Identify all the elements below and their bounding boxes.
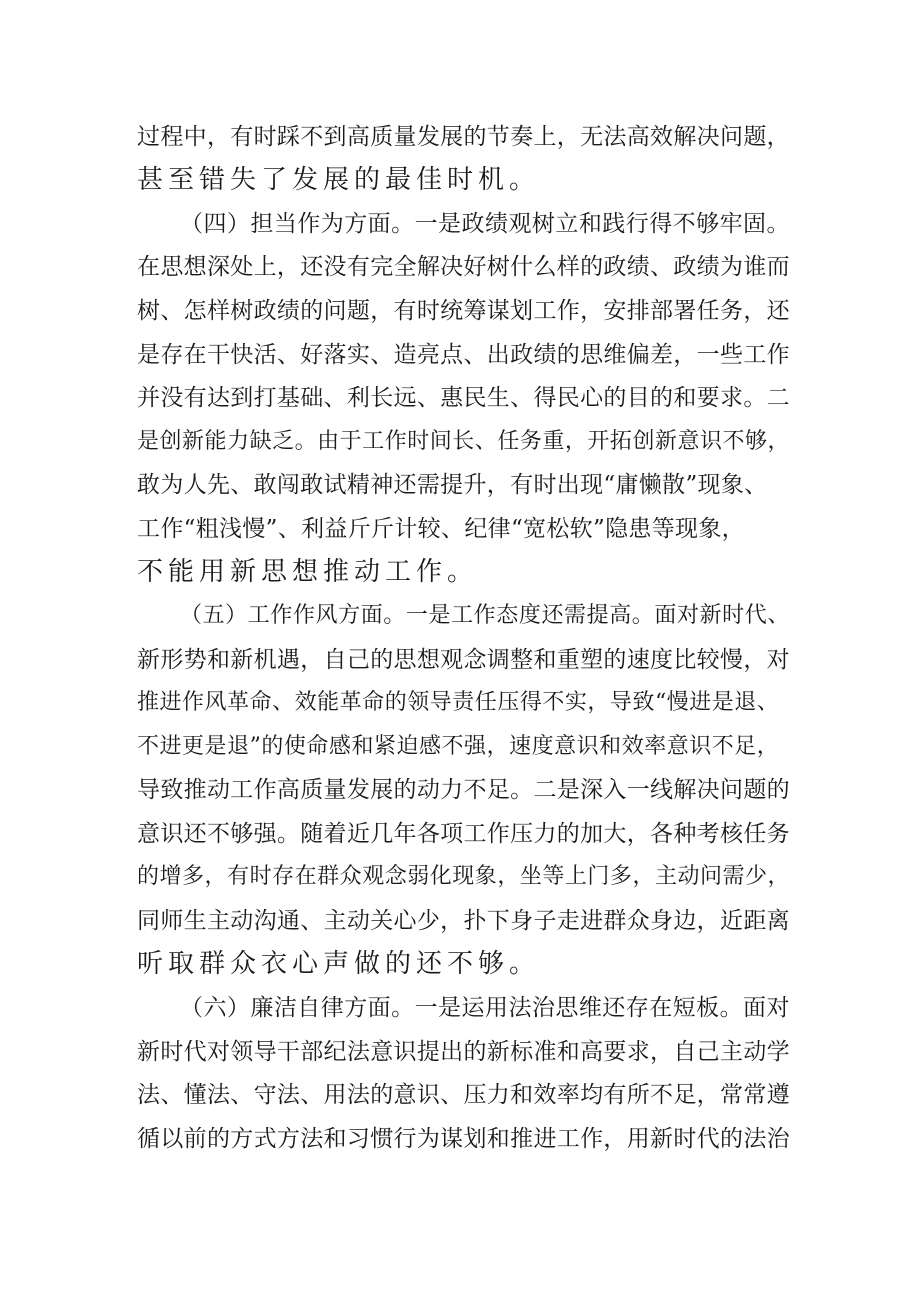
text-line: 是创新能力缺乏。由于工作时间长、任务重，开拓创新意识不够， xyxy=(137,429,791,454)
text-line: 同师生主动沟通、主动关心少，扑下身子走进群众身边，近距离 xyxy=(137,908,790,934)
text-line: 树、怎样树政绩的问题，有时统筹谋划工作，安排部署任务，还 xyxy=(137,298,790,324)
text-line: 工作“粗浅慢”、利益斤斤计较、纪律“宽松软”隐患等现象， xyxy=(137,516,745,542)
text-line: 敢为人先、敢闯敢试精神还需提升，有时出现“庸懒散”现象、 xyxy=(137,472,768,498)
paragraph-heading-line: （四）担当作为方面。一是政绩观树立和践行得不够牢固。 xyxy=(180,211,790,237)
text-line: 导致推动工作高质量发展的动力不足。二是深入一线解决问题的 xyxy=(137,777,790,803)
text-line: 循以前的方式方法和习惯行为谋划和推进工作，用新时代的法治 xyxy=(137,1126,790,1152)
text-line: 的增多，有时存在群众观念弱化现象，坐等上门多，主动问需少， xyxy=(137,864,791,889)
text-line: 新形势和新机遇，自己的思想观念调整和重塑的速度比较慢，对 xyxy=(137,647,790,673)
text-line: 听取群众衣心声做的还不够。 xyxy=(137,949,541,979)
text-line: 并没有达到打基础、利长远、惠民生、得民心的目的和要求。二 xyxy=(137,385,790,411)
text-line: 是存在干快活、好落实、造亮点、出政绩的思维偏差，一些工作 xyxy=(137,342,790,368)
text-line: 甚至错失了发展的最佳时机。 xyxy=(137,165,541,195)
text-line: 不能用新思想推动工作。 xyxy=(137,557,479,587)
text-line: 过程中，有时踩不到高质量发展的节奏上，无法高效解决问题， xyxy=(137,124,790,150)
text-line: 法、懂法、守法、用法的意识、压力和效率均有所不足，常常遵 xyxy=(137,1082,790,1108)
text-line: 推进作风革命、效能革命的领导责任压得不实，导致“慢进是退、 xyxy=(137,690,780,715)
paragraph-heading-line: （六）廉洁自律方面。一是运用法治思维还存在短板。面对 xyxy=(180,995,790,1021)
text-line: 在思想深处上，还没有完全解决好树什么样的政绩、政绩为谁而 xyxy=(137,254,790,280)
text-line: 新时代对领导干部纪法意识提出的新标准和高要求，自己主动学 xyxy=(137,1039,790,1065)
paragraph-heading-line: （五）工作作风方面。一是工作态度还需提高。面对新时代、 xyxy=(180,603,790,628)
text-line: 意识还不够强。随着近几年各项工作压力的加大，各种考核任务 xyxy=(137,821,790,847)
text-line: 不进更是退”的使命感和紧迫感不强，速度意识和效率意识不足， xyxy=(137,734,780,759)
